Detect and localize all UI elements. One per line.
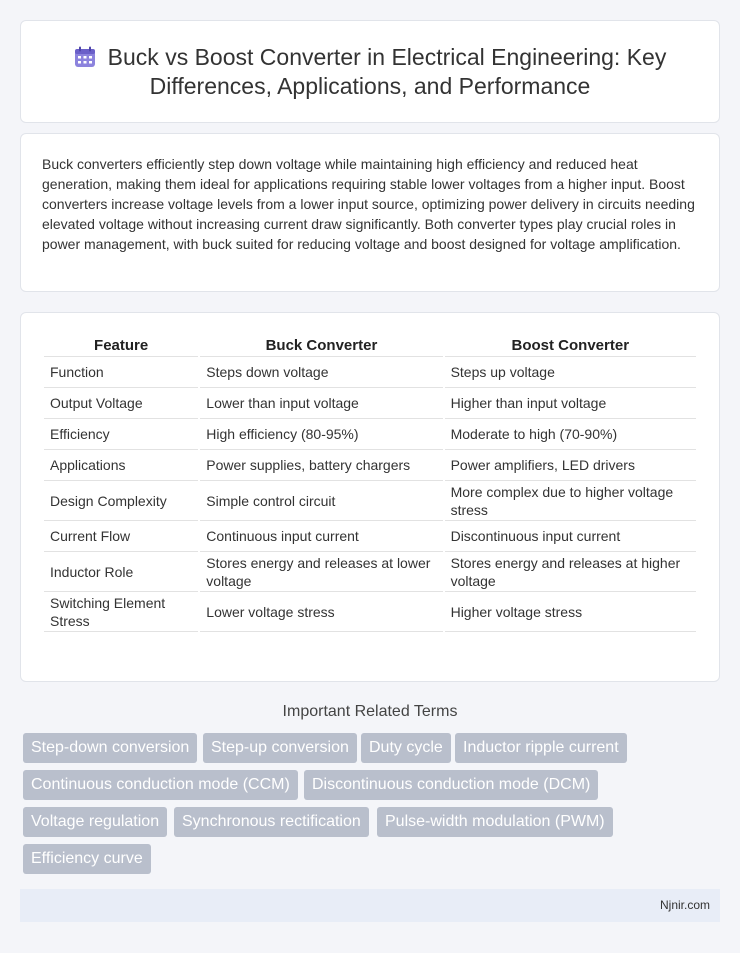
summary-text: Buck converters efficiently step down voltage while maintaining high efficiency and reduced heat generation, making them ideal for applications requiring stable lower voltages from a higher input. Boost converters increase voltage levels from a lower input source, optimizing power delivery in circuits needing elevated voltage without increasing current draw significantly. Both converter types play crucial roles in power management, with buck suited for reducing voltage and boost designed for voltage amplification. (42, 156, 695, 252)
table-cell: Applications (44, 450, 198, 481)
term-tag[interactable]: Voltage regulation (23, 807, 167, 837)
term-tag[interactable]: Step-up conversion (203, 733, 357, 763)
table-cell: Moderate to high (70-90%) (445, 419, 696, 450)
table-cell: Stores energy and releases at lower voltage (200, 552, 442, 592)
comparison-table-card (20, 312, 720, 682)
table-header-row (44, 333, 696, 357)
page-title-wrap (21, 43, 719, 101)
table-cell: Higher voltage stress (445, 592, 696, 632)
header-feature: Feature (44, 333, 198, 357)
table-cell: Function (44, 357, 198, 388)
footer-site-link[interactable]: Njnir.com (659, 898, 710, 912)
term-tag[interactable]: Pulse-width modulation (PWM) (377, 807, 613, 837)
header-buck: Buck Converter (200, 333, 442, 357)
table-row (44, 419, 696, 450)
page-title: Buck vs Boost Converter in Electrical Engineering: Key Differences, Applications, and Performance (107, 44, 667, 99)
term-tag[interactable]: Duty cycle (361, 733, 451, 763)
table-row (44, 592, 696, 632)
table-cell: Stores energy and releases at higher voltage (445, 552, 696, 592)
term-tag[interactable]: Efficiency curve (23, 844, 151, 874)
table-cell: More complex due to higher voltage stress (445, 481, 696, 521)
header-boost: Boost Converter (445, 333, 696, 357)
title-card (20, 20, 720, 123)
table-row (44, 552, 696, 592)
table-cell: Higher than input voltage (445, 388, 696, 419)
table-row (44, 388, 696, 419)
table-row (44, 357, 696, 388)
term-tag[interactable]: Synchronous rectification (174, 807, 369, 837)
table-cell: Power supplies, battery chargers (200, 450, 442, 481)
table-row (44, 521, 696, 552)
summary-card (20, 133, 720, 292)
table-cell: Power amplifiers, LED drivers (445, 450, 696, 481)
table-cell: Output Voltage (44, 388, 198, 419)
table-cell: Continuous input current (200, 521, 442, 552)
table-row (44, 481, 696, 521)
table-row (44, 450, 696, 481)
footer (20, 889, 720, 922)
table-cell: Steps down voltage (200, 357, 442, 388)
related-terms-title: Important Related Terms (282, 703, 458, 720)
term-tag[interactable]: Step-down conversion (23, 733, 197, 763)
table-cell: Discontinuous input current (445, 521, 696, 552)
term-tag[interactable]: Inductor ripple current (455, 733, 627, 763)
term-tag[interactable]: Discontinuous conduction mode (DCM) (304, 770, 598, 800)
table-cell: Design Complexity (44, 481, 198, 521)
table-cell: Efficiency (44, 419, 198, 450)
calendar-grid-icon (74, 46, 96, 68)
table-cell: Current Flow (44, 521, 198, 552)
table-cell: Inductor Role (44, 552, 198, 592)
table-cell: Simple control circuit (200, 481, 442, 521)
term-tag[interactable]: Continuous conduction mode (CCM) (23, 770, 298, 800)
table-cell: Switching Element Stress (44, 592, 198, 632)
table-cell: Lower voltage stress (200, 592, 442, 632)
comparison-table (42, 333, 698, 632)
table-cell: High efficiency (80-95%) (200, 419, 442, 450)
table-cell: Steps up voltage (445, 357, 696, 388)
table-cell: Lower than input voltage (200, 388, 442, 419)
